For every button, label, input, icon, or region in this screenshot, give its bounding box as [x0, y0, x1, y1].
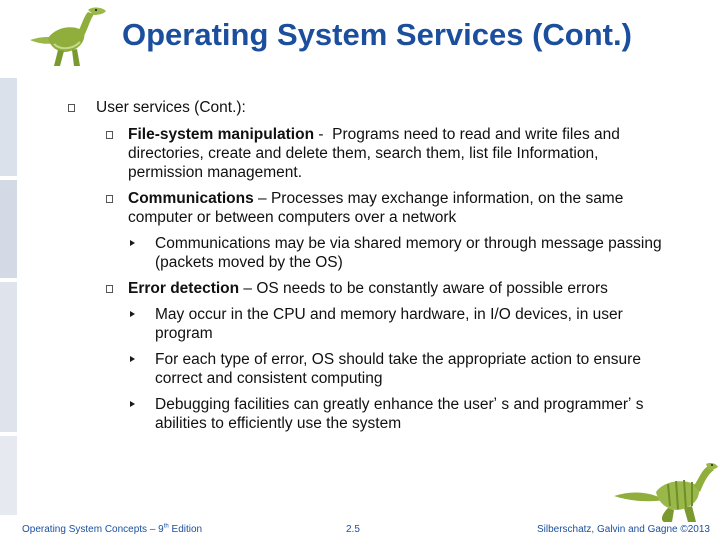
triangle-bullet-icon — [130, 401, 135, 407]
term-label: Error detection — [128, 280, 240, 297]
sub-bullet: May occur in the CPU and memory hardware, in I/O devices, in user program — [128, 305, 668, 343]
triangle-bullet-icon — [130, 356, 135, 362]
square-bullet-icon — [68, 104, 75, 112]
footer-page-number: 2.5 — [346, 524, 360, 535]
term-label: File-system manipulation — [128, 126, 315, 143]
triangle-bullet-icon — [130, 240, 135, 246]
bullet-level1: User services (Cont.): — [68, 98, 668, 117]
footer-book-title: Operating System Concepts – 9th Edition — [22, 523, 203, 535]
dinosaur-icon — [26, 6, 112, 70]
square-bullet-icon — [106, 285, 113, 293]
left-stripe — [0, 78, 17, 515]
slide-title: Operating System Services (Cont.) — [122, 17, 632, 52]
bullet-file-system: File-system manipulation - Programs need to read and write files and directories, create and delete them, search them, list file Information, permission management. — [106, 125, 668, 182]
slide-footer — [0, 515, 720, 540]
footer-authors: Silberschatz, Galvin and Gagne ©2013 — [536, 524, 710, 535]
square-bullet-icon — [106, 131, 113, 139]
bullet-error-detection: Error detection – OS needs to be constantly aware of possible errors — [106, 279, 668, 298]
term-label: Communications — [128, 190, 254, 207]
sub-bullet: Debugging facilities can greatly enhance the userʼ s and programmerʼ s abilities to efficiently use the system — [128, 395, 668, 433]
bullet-communications: Communications – Processes may exchange information, on the same computer or between computers over a network — [106, 189, 668, 227]
triangle-bullet-icon — [130, 311, 135, 317]
sub-bullet: For each type of error, OS should take the appropriate action to ensure correct and consistent computing — [128, 350, 668, 388]
sub-bullet: Communications may be via shared memory or through message passing (packets moved by the OS) — [128, 234, 668, 272]
square-bullet-icon — [106, 195, 113, 203]
slide-content — [68, 98, 668, 440]
